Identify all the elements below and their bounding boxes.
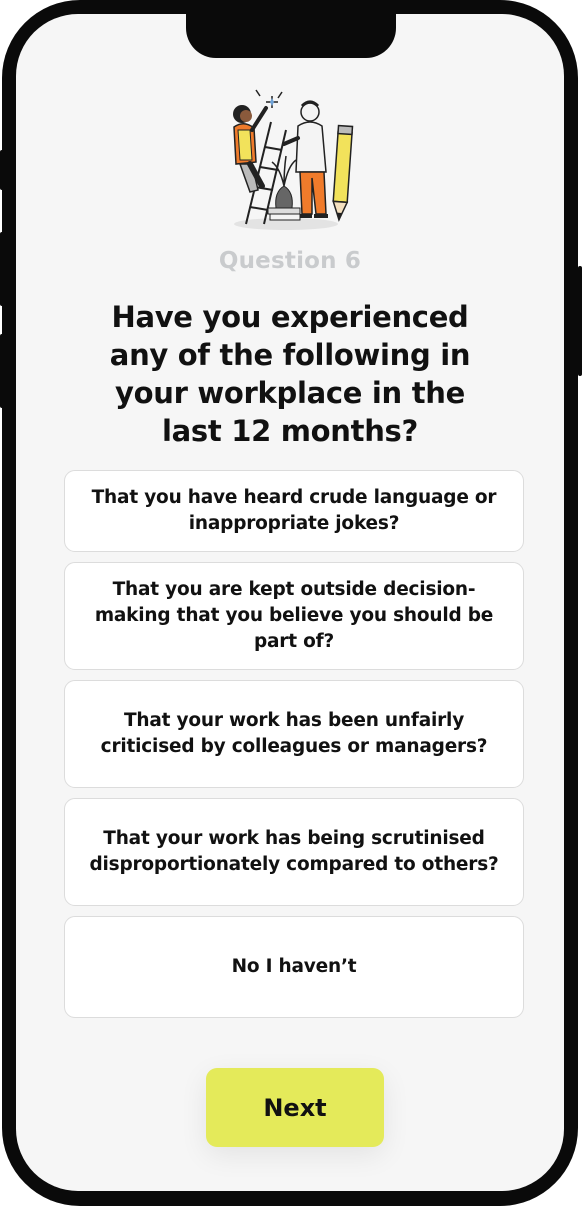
app-screen <box>16 14 564 1191</box>
answer-option-label: That your work has been unfairly criticised by colleagues or managers? <box>100 710 488 757</box>
people-collaborating-illustration <box>216 82 366 237</box>
answer-option-label: That your work has being scrutinised disproportionately compared to others? <box>89 828 499 875</box>
answer-option-label: That you have heard crude language or inappropriate jokes? <box>91 487 497 534</box>
answer-option[interactable] <box>64 470 524 552</box>
answer-option-label: No I haven’t <box>231 956 357 977</box>
answer-option-no[interactable] <box>64 916 524 1018</box>
volume-up-button <box>0 232 4 306</box>
question-title: Have you experienced any of the following in your workplace in the last 12 months? <box>109 300 471 448</box>
phone-notch <box>186 14 396 58</box>
power-button <box>578 266 582 376</box>
mute-switch <box>0 150 4 190</box>
volume-down-button <box>0 334 4 408</box>
question-number: Question 6 <box>218 248 362 274</box>
answer-option[interactable] <box>64 562 524 670</box>
phone-frame <box>2 0 578 1206</box>
answer-option[interactable] <box>64 680 524 788</box>
answer-option-label: That you are kept outside decision-making that you believe you should be part of? <box>94 579 494 652</box>
next-button[interactable]: Next <box>206 1068 384 1147</box>
answer-option[interactable] <box>64 798 524 906</box>
